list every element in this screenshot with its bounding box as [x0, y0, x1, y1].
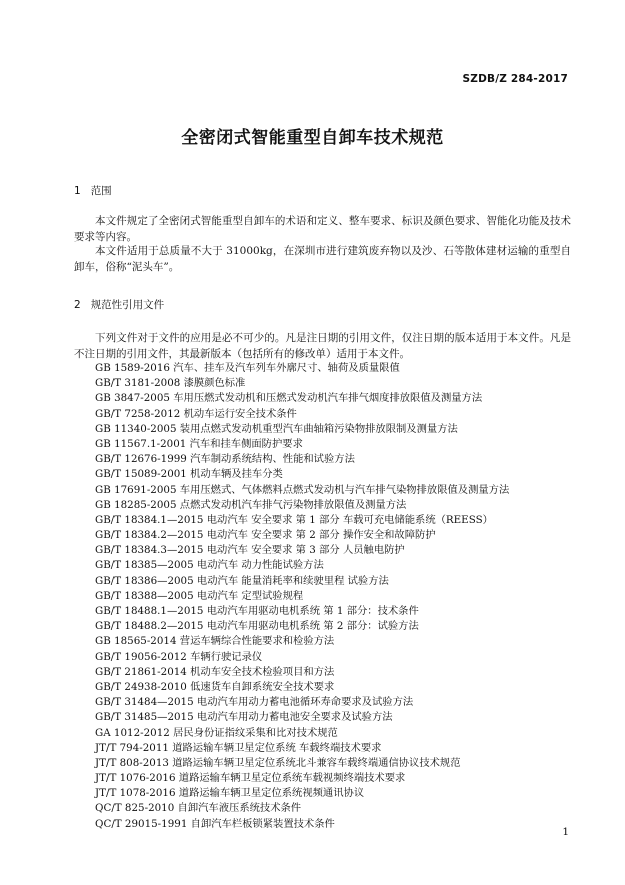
reference-item: JT/T 794-2011 道路运输车辆卫星定位系统 车载终端技术要求 — [95, 741, 382, 754]
reference-item: GB 18285-2005 点燃式发动机汽车排气污染物排放限值及测量方法 — [95, 498, 407, 511]
reference-item: GB/T 18386—2005 电动汽车 能量消耗率和续驶里程 试验方法 — [95, 574, 389, 587]
reference-item: JT/T 808-2013 道路运输车辆卫星定位系统北斗兼容车载终端通信协议技术规范 — [95, 756, 461, 769]
reference-item: GB/T 15089-2001 机动车辆及挂车分类 — [95, 468, 283, 481]
reference-item: JT/T 1078-2016 道路运输车辆卫星定位系统视频通讯协议 — [95, 787, 365, 800]
reference-item: GB 11340-2005 装用点燃式发动机重型汽车曲轴箱污染物排放限制及测量方法 — [95, 422, 458, 435]
reference-item: QC/T 825-2010 自卸汽车液压系统技术条件 — [95, 802, 302, 815]
reference-item: GB 3847-2005 车用压燃式发动机和压燃式发动机汽车排气烟度排放限值及测量方法 — [95, 392, 483, 405]
reference-item: GB/T 21861-2014 机动车安全技术检验项目和方法 — [95, 665, 335, 678]
reference-item: GB/T 18384.3—2015 电动汽车 安全要求 第 3 部分 人员触电防护 — [95, 544, 405, 557]
reference-item: GB/T 18385—2005 电动汽车 动力性能试验方法 — [95, 559, 324, 572]
reference-item: GB/T 31485—2015 电动汽车用动力蓄电池安全要求及试验方法 — [95, 711, 393, 724]
section-number: 2 — [74, 299, 81, 311]
reference-item: GB/T 18384.1—2015 电动汽车 安全要求 第 1 部分 车载可充电储能系统（REESS） — [95, 513, 493, 526]
page-number: 1 — [562, 826, 569, 838]
reference-item: GB/T 19056-2012 车辆行驶记录仪 — [95, 650, 263, 663]
reference-item: GB 18565-2014 营运车辆综合性能要求和检验方法 — [95, 635, 335, 648]
reference-item: GB 11567.1-2001 汽车和挂车侧面防护要求 — [95, 437, 303, 450]
scope-paragraph: 本文件适用于总质量不大于 31000kg，在深圳市进行建筑废弃物以及沙、石等散体建材运输的重型自卸车，俗称“泥头车”。 — [74, 245, 571, 273]
reference-list — [95, 361, 571, 832]
reference-item: GB/T 18488.2—2015 电动汽车用驱动电机系统 第 2 部分：试验方法 — [95, 620, 419, 633]
section-heading-references — [74, 297, 164, 312]
scope-paragraph: 本文件规定了全密闭式智能重型自卸车的术语和定义、整车要求、标识及颜色要求、智能化功能及技术要求等内容。 — [74, 215, 571, 243]
reference-item: GB/T 24938-2010 低速货车自卸系统安全技术要求 — [95, 680, 335, 693]
page-title: 全密闭式智能重型自卸车技术规范 — [181, 128, 444, 148]
reference-item: GB/T 12676-1999 汽车制动系统结构、性能和试验方法 — [95, 453, 355, 466]
reference-item: GB/T 18384.2—2015 电动汽车 安全要求 第 2 部分 操作安全和故障防护 — [95, 529, 436, 542]
reference-item: QC/T 29015-1991 自卸汽车栏板锁紧装置技术条件 — [95, 817, 335, 830]
references-intro-paragraph: 下列文件对于文件的应用是必不可少的。凡是注日期的引用文件，仅注日期的版本适用于本文件。凡是不注日期的引用文件，其最新版本（包括所有的修改单）适用于本文件。 — [74, 332, 571, 360]
reference-item: GB/T 7258-2012 机动车运行安全技术条件 — [95, 407, 297, 420]
document-code: SZDB/Z 284-2017 — [462, 73, 568, 85]
reference-item: GB/T 3181-2008 漆膜颜色标准 — [95, 377, 246, 390]
reference-item: JT/T 1076-2016 道路运输车辆卫星定位系统车载视频终端技术要求 — [95, 772, 406, 785]
reference-item: GB/T 31484—2015 电动汽车用动力蓄电池循环寿命要求及试验方法 — [95, 696, 414, 709]
section-title: 规范性引用文件 — [90, 299, 165, 311]
reference-item: GB/T 18488.1—2015 电动汽车用驱动电机系统 第 1 部分：技术条件 — [95, 605, 419, 617]
section-title: 范围 — [90, 185, 112, 197]
reference-item: GA 1012-2012 居民身份证指纹采集和比对技术规范 — [95, 726, 338, 739]
reference-item: GB/T 18388—2005 电动汽车 定型试验规程 — [95, 589, 304, 602]
section-heading-scope — [74, 183, 112, 198]
section-number: 1 — [74, 185, 81, 197]
reference-item: GB 1589-2016 汽车、挂车及汽车列车外廓尺寸、轴荷及质量限值 — [95, 362, 400, 374]
reference-item: GB 17691-2005 车用压燃式、气体燃料点燃式发动机与汽车排气染物排放限值及测量方法 — [95, 483, 510, 496]
